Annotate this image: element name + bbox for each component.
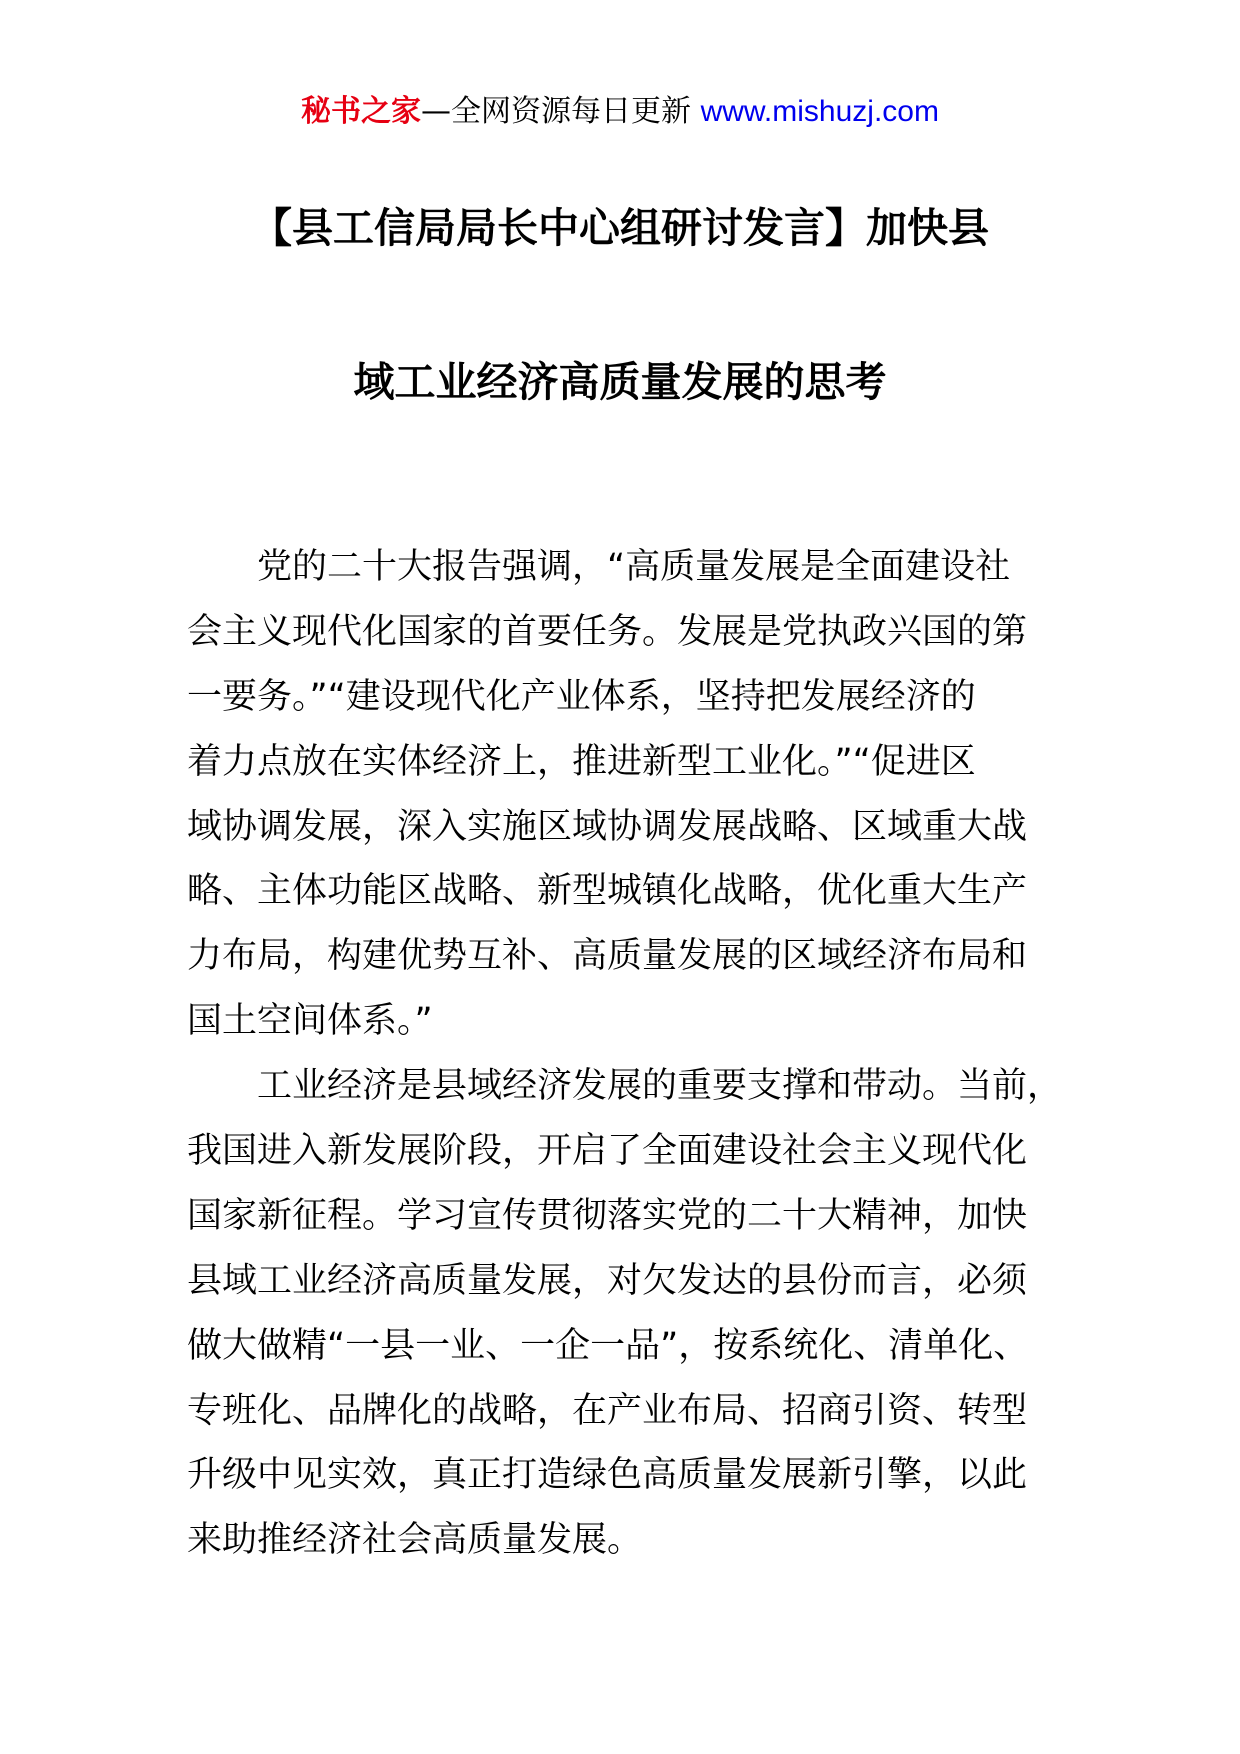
site-url-link[interactable]: www.mishuzj.com xyxy=(700,95,939,128)
body-line: 略、主体功能区战略、新型城镇化战略，优化重大生产 xyxy=(187,871,1028,912)
body-line: 专班化、品牌化的战略，在产业布局、招商引资、转型 xyxy=(187,1390,1028,1431)
body-line: 我国进入新发展阶段，开启了全面建设社会主义现代化 xyxy=(187,1131,1028,1172)
site-tagline: —全网资源每日更新 xyxy=(421,94,701,129)
site-header xyxy=(0,92,1240,132)
body-line: 着力点放在实体经济上，推进新型工业化。”“促进区 xyxy=(187,741,976,782)
document-title-line-2: 域工业经济高质量发展的思考 xyxy=(353,358,887,406)
body-line: 一要务。”“建设现代化产业体系，坚持把发展经济的 xyxy=(187,676,976,717)
body-line: 来助推经济社会高质量发展。 xyxy=(187,1520,643,1561)
body-line: 升级中见实效，真正打造绿色高质量发展新引擎，以此 xyxy=(187,1455,1028,1496)
body-line: 国家新征程。学习宣传贯彻落实党的二十大精神，加快 xyxy=(187,1195,1028,1236)
body-line: 域协调发展，深入实施区域协调发展战略、区域重大战 xyxy=(187,806,1028,847)
body-line: 县域工业经济高质量发展，对欠发达的县份而言，必须 xyxy=(187,1260,1028,1301)
document-title-line-1: 【县工信局局长中心组研讨发言】加快县 xyxy=(251,204,989,252)
body-line: 会主义现代化国家的首要任务。发展是党执政兴国的第 xyxy=(187,611,1028,652)
body-line: 力布局，构建优势互补、高质量发展的区域经济布局和 xyxy=(187,936,1028,977)
body-line: 工业经济是县域经济发展的重要支撑和带动。当前， xyxy=(257,1066,1063,1107)
document-body xyxy=(187,535,1067,1573)
body-line: 做大做精“一县一业、一企一品”，按系统化、清单化、 xyxy=(187,1325,1029,1366)
body-line: 党的二十大报告强调，“高质量发展是全面建设社 xyxy=(257,547,1011,587)
site-brand: 秘书之家 xyxy=(301,94,422,129)
body-line: 国土空间体系。” xyxy=(187,1001,433,1042)
